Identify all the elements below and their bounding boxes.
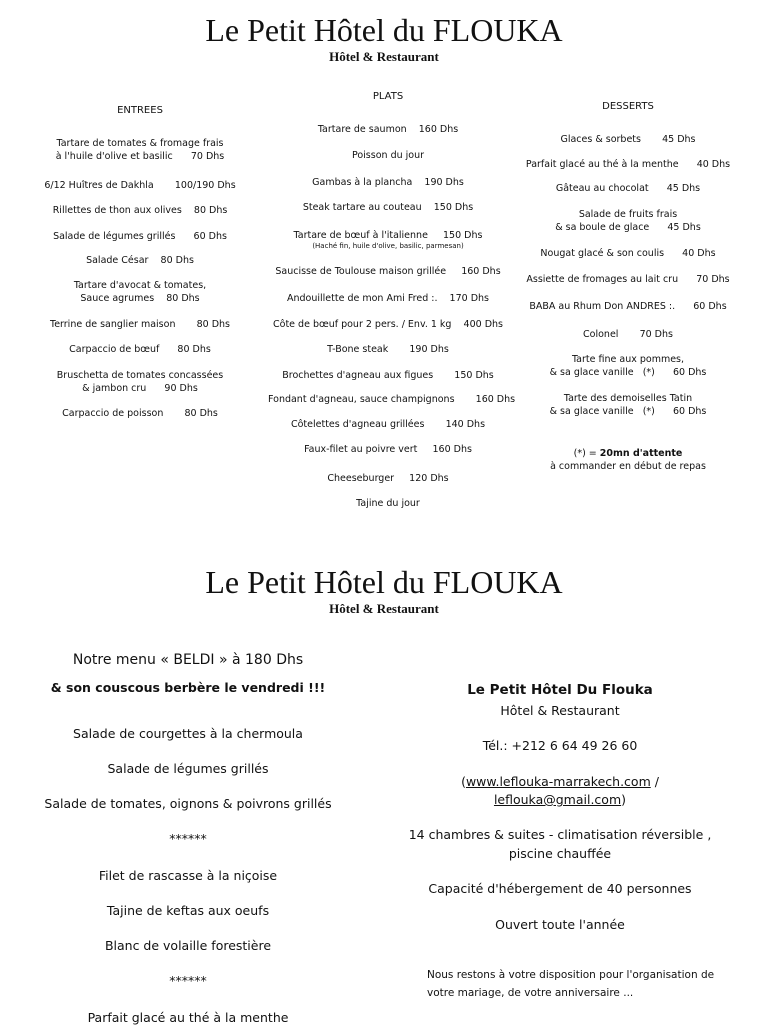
bottom-subtitle: Hôtel & Restaurant (329, 601, 439, 616)
contact-website-line: (www.leflouka-marrakech.com / (461, 774, 659, 789)
plat-item: Gambas à la plancha 190 Dhs (312, 177, 464, 188)
contact-subtitle: Hôtel & Restaurant (500, 703, 620, 718)
dessert-item: Parfait glacé au thé à la menthe 40 Dhs (525, 159, 731, 170)
rooms-line: 14 chambres & suites - climatisation réversible , (408, 827, 712, 842)
events-line: votre mariage, de votre anniversaire ... (427, 987, 634, 999)
events-note (427, 966, 747, 1002)
entree-item: 6/12 Huîtres de Dakhla 100/190 Dhs (44, 180, 236, 191)
website-link[interactable]: www.leflouka-marrakech.com (465, 774, 651, 789)
desserts-heading: DESSERTS (602, 101, 654, 112)
beldi-item: Tajine de keftas aux oeufs (106, 903, 270, 918)
dessert-item: Glaces & sorbets 45 Dhs (560, 134, 696, 145)
order-note: à commander en début de repas (550, 461, 706, 472)
contact-name: Le Petit Hôtel Du Flouka (467, 682, 653, 698)
entree-item: Salade de légumes grillés 60 Dhs (53, 231, 227, 242)
beldi-separator: ****** (169, 973, 207, 988)
beldi-item: Salade de légumes grillés (107, 761, 269, 776)
dessert-item: Assiette de fromages au lait cru 70 Dhs (526, 274, 730, 285)
beldi-item: Salade de courgettes à la chermoula (73, 726, 303, 741)
dessert-item: Salade de fruits frais & sa boule de glace 45 Dhs (555, 209, 701, 233)
contact-email-line: leflouka@gmail.com) (493, 792, 627, 807)
beldi-item: Filet de rascasse à la niçoise (98, 868, 278, 883)
dessert-item: BABA au Rhum Don ANDRES :. 60 Dhs (529, 301, 727, 312)
beldi-heading: Notre menu « BELDI » à 180 Dhs (72, 652, 304, 668)
plat-item: Faux-filet au poivre vert 160 Dhs (304, 444, 472, 455)
plat-item: Côte de bœuf pour 2 pers. / Env. 1 kg 400 Dhs (273, 319, 503, 330)
plat-item: Côtelettes d'agneau grillées 140 Dhs (290, 419, 486, 430)
beldi-item: Blanc de volaille forestière (104, 938, 272, 953)
beldi-menu (20, 0, 356, 1024)
beldi-item: Salade de tomates, oignons & poivrons grillés (44, 796, 332, 811)
pool-line: piscine chauffée (508, 846, 612, 861)
bottom-title: Le Petit Hôtel du FLOUKA (205, 564, 563, 600)
plat-item: T-Bone steak 190 Dhs (327, 344, 449, 355)
dessert-item: Tarte fine aux pommes, & sa glace vanille (*) 60 Dhs (549, 354, 707, 378)
beldi-separator: ****** (169, 831, 207, 846)
email-link[interactable]: leflouka@gmail.com (493, 792, 622, 807)
entree-item: Carpaccio de poisson 80 Dhs (62, 408, 218, 419)
dessert-item: Nougat glacé & son coulis 40 Dhs (540, 248, 716, 259)
capacity-line: Capacité d'hébergement de 40 personnes (428, 881, 692, 896)
entree-item: Tartare de tomates & fromage frais à l'huile d'olive et basilic 70 Dhs (55, 138, 225, 162)
entree-item: Bruschetta de tomates concassées & jambon cru 90 Dhs (56, 370, 224, 394)
beldi-item: Parfait glacé au thé à la menthe (87, 1010, 289, 1025)
entrees-heading: ENTREES (117, 105, 163, 116)
contact-phone: Tél.: +212 6 64 49 26 60 (482, 738, 638, 753)
dessert-item: Tarte des demoiselles Tatin & sa glace vanille (*) 60 Dhs (549, 393, 707, 417)
dessert-item: Colonel 70 Dhs (583, 329, 673, 340)
waiting-note-bold: 20mn d'attente (599, 448, 683, 459)
dessert-item: Gâteau au chocolat 45 Dhs (555, 183, 701, 194)
plat-item: Andouillette de mon Ami Fred :. 170 Dhs (287, 293, 489, 304)
plats-heading: PLATS (372, 91, 404, 102)
plat-item: Tajine du jour (356, 498, 420, 509)
plat-item: Steak tartare au couteau 150 Dhs (302, 202, 474, 213)
entree-item: Tartare d'avocat & tomates, Sauce agrumes 80 Dhs (73, 280, 207, 304)
entree-item: Rillettes de thon aux olives 80 Dhs (52, 205, 228, 216)
italienne-note: (Haché fin, huile d'olive, basilic, parmesan) (312, 242, 464, 250)
waiting-note-prefix: (*) = (573, 448, 600, 459)
plat-item: Cheeseburger 120 Dhs (327, 473, 449, 484)
plat-item: Saucisse de Toulouse maison grillée 160 Dhs (275, 266, 501, 277)
events-line: Nous restons à votre disposition pour l'organisation de (427, 969, 715, 981)
entree-item: Carpaccio de bœuf 80 Dhs (69, 344, 211, 355)
top-subtitle: Hôtel & Restaurant (329, 49, 439, 64)
beldi-subheading: & son couscous berbère le vendredi !!! (50, 680, 326, 695)
plat-item: Fondant d'agneau, sauce champignons 160 Dhs (268, 394, 516, 405)
plat-item: Brochettes d'agneau aux figues 150 Dhs (282, 370, 494, 381)
plat-item: Tartare de saumon 160 Dhs (317, 124, 459, 135)
open-line: Ouvert toute l'année (495, 917, 625, 932)
plat-item: Tartare de bœuf à l'italienne 150 Dhs (293, 230, 483, 241)
entree-item: Salade César 80 Dhs (86, 255, 194, 266)
top-title: Le Petit Hôtel du FLOUKA (205, 12, 563, 48)
contact-block (380, 0, 740, 1024)
plat-item: Poisson du jour (351, 150, 425, 161)
entree-item: Terrine de sanglier maison 80 Dhs (50, 319, 230, 330)
